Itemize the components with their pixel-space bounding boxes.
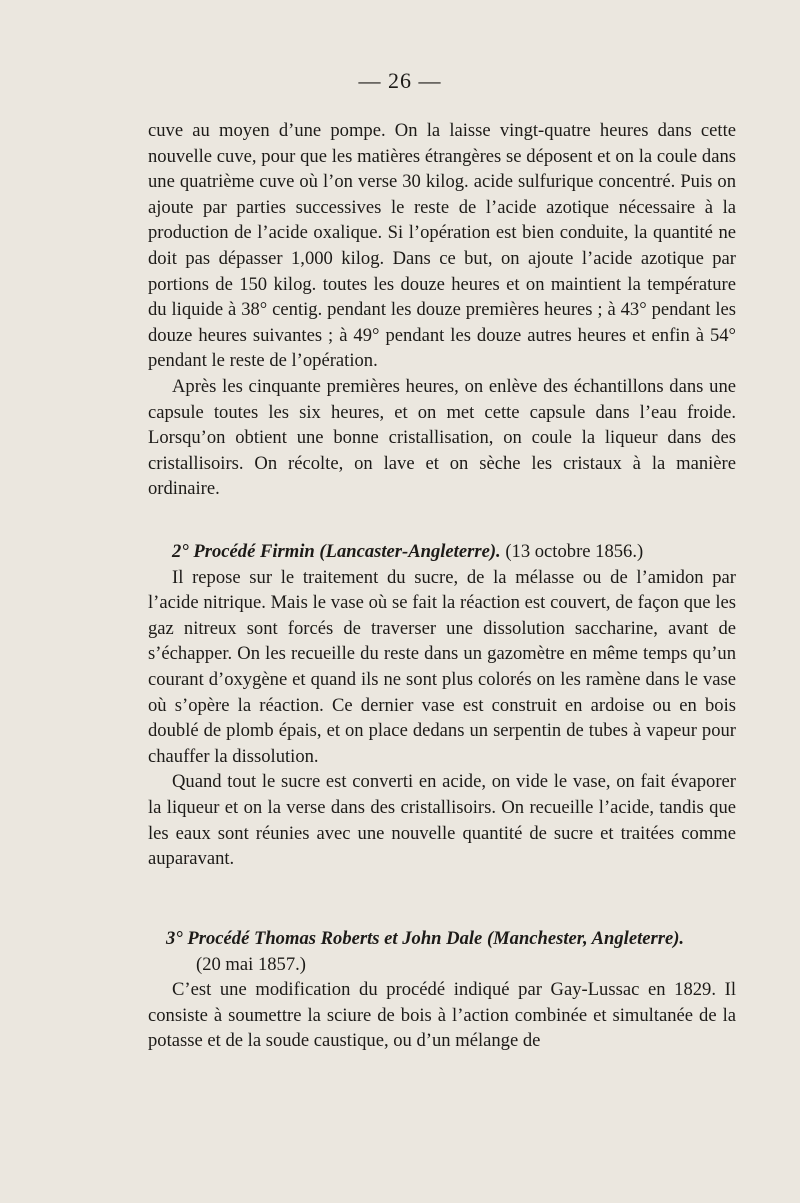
heading-number: 3°: [166, 928, 183, 949]
text-block-middle: [148, 539, 736, 872]
heading-date: (20 mai 1857.): [196, 953, 306, 975]
text-block-bottom: [148, 926, 736, 1054]
paragraph-firmin-result: Quand tout le sucre est converti en acide, on vide le vase, on fait évaporer la liqueur et on la verse dans des cristallisoirs. On recueille l’acide, tandis que les eaux sont réunies avec une nouvelle quantité de sucre et traitées comme auparavant.: [148, 771, 736, 870]
heading-title: Procédé Thomas Roberts et John Dale (Manchester, Angleterre).: [187, 928, 685, 949]
paragraph-continued: cuve au moyen d’une pompe. On la laisse vingt-quatre heures dans cette nouvelle cuve, pour que les matières étrangères se déposent et on la coule dans une quatrième cuve où l’on verse 30 kilog. acide sulfurique concentré. Puis on ajoute par parties successives le reste de l’acide azotique nécessaire à la production de l’acide oxalique. Si l’opération est bien conduite, la quantité ne doit pas dépasser 1,000 kilog. Dans ce but, on ajoute l’acide azotique par portions de 150 kilog. toutes les douze heures et on maintient la température du liquide à 38° centig. pendant les douze premières heures ; à 43° pendant les douze heures suivantes ; à 49° pendant les douze autres heures et enfin à 54° pendant le reste de l’opération.: [148, 120, 736, 372]
section-heading-firmin: [148, 539, 736, 565]
section-heading-roberts-dale: [148, 926, 736, 952]
page-number: — 26 —: [358, 68, 442, 93]
paragraph-firmin-process: Il repose sur le traitement du sucre, de la mélasse ou de l’amidon par l’acide nitrique. Mais le vase où se fait la réaction est couvert, de façon que les gaz nitreux sont forcés de traverser une dissolution saccharine, avant de s’échapper. On les recueille du reste dans un gazomètre en même temps qu’un courant d’oxygène et quand ils ne sont plus colorés on les ramène dans le vase où s’opère la réaction. Ce dernier vase est construit en ardoise ou en bois doublé de plomb épais, et on place dedans un serpentin de tubes à vapeur pour chauffer la dissolution.: [148, 566, 736, 767]
text-block-top: [148, 118, 736, 502]
paragraph-sampling: Après les cinquante premières heures, on enlève des échantillons dans une capsule toutes les six heures, et on met cette capsule dans l’eau froide. Lorsqu’on obtient une bonne cristallisation, on coule la liqueur dans des cristallisoirs. On récolte, on lave et on sèche les cristaux à la manière ordinaire.: [148, 375, 736, 500]
heading-date: (13 octobre 1856.): [505, 541, 644, 562]
heading-title: Procédé Firmin (Lancaster-Angleterre).: [193, 541, 501, 562]
heading-number: 2°: [172, 541, 189, 562]
paragraph-roberts-dale: C’est une modification du procédé indiqué par Gay-Lussac en 1829. Il consiste à soumettre la sciure de bois à l’action combinée et simultanée de la potasse et de la soude caustique, ou d’un mélange de: [148, 979, 736, 1052]
